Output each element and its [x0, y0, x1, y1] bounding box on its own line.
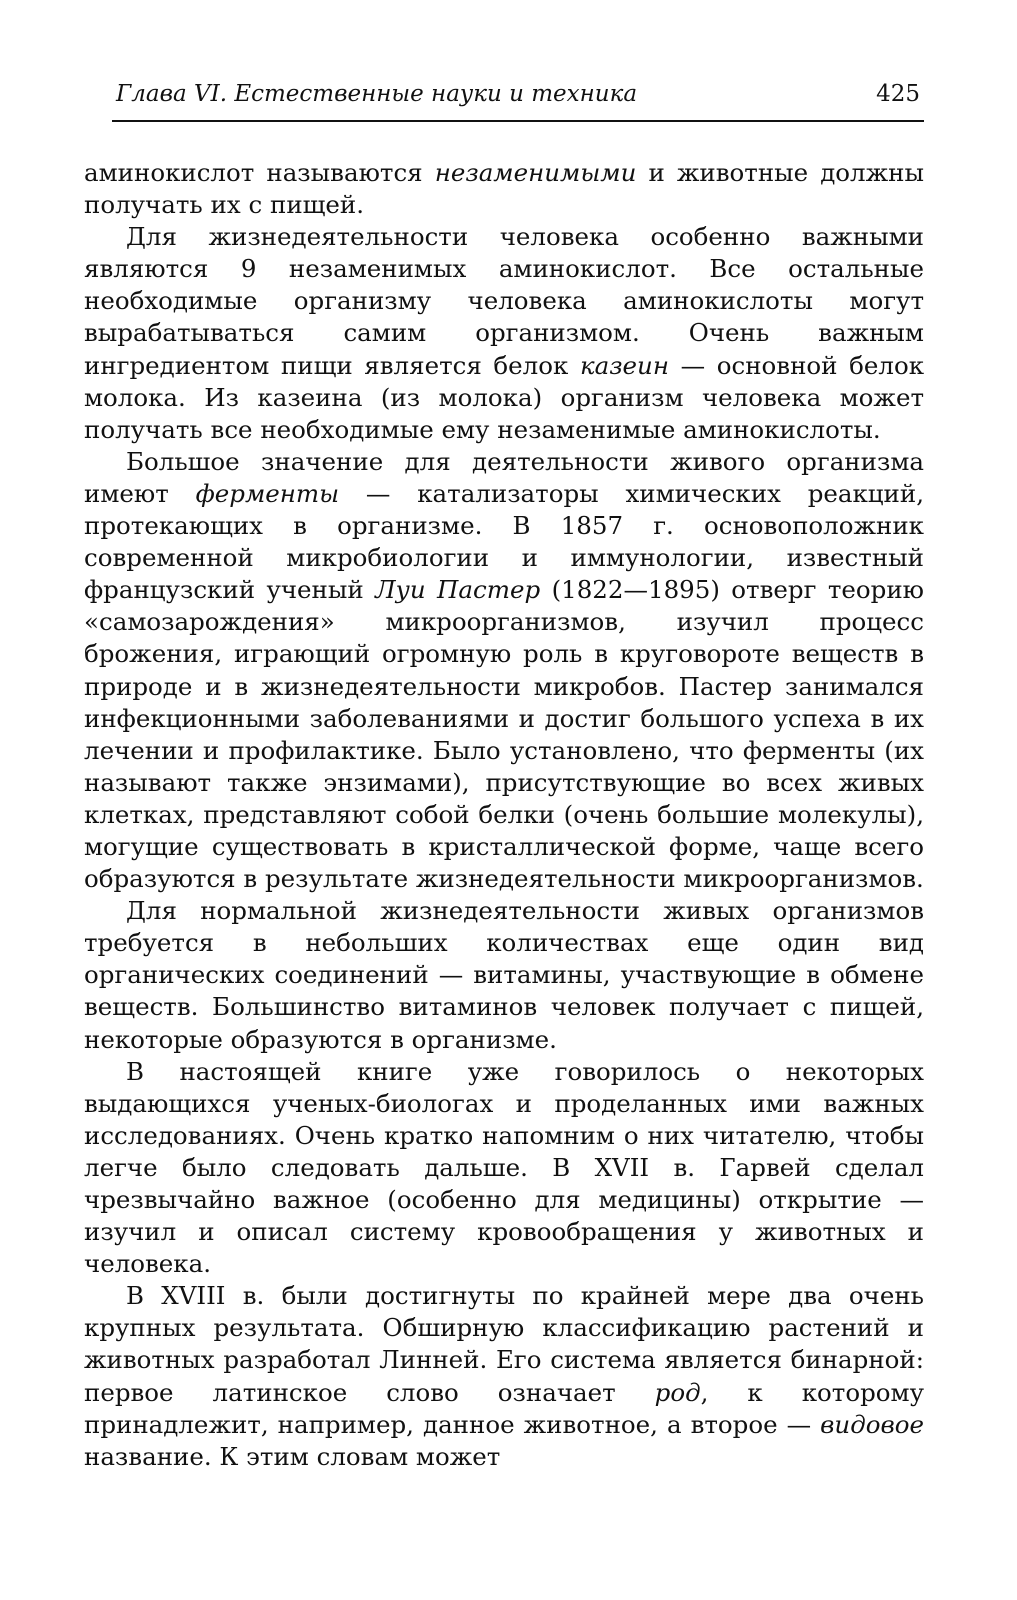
term-species: видовое: [820, 1409, 924, 1439]
term-enzymes: ферменты: [195, 478, 340, 508]
paragraph-1: аминокислот называются незаменимыми и животные должны получать их с пищей.: [84, 158, 924, 220]
chapter-title: Глава VI. Естественные науки и техника: [116, 81, 638, 107]
paragraph-2: Для жизнедеятельности человека особенно важными являются 9 незаменимых аминокислот. Все остальные необходимые организму человека аминокислоты могут вырабатываться самим организмом. Очень важным ингредиентом пищи является белок казеин — основной белок молока. Из казеина (из молока) организм человека может получать все необходимые ему незаменимые аминокислоты.: [84, 222, 925, 444]
name-pasteur: Луи Пастер: [375, 575, 541, 605]
running-head: [116, 78, 924, 118]
paragraph-6: В XVIII в. были достигнуты по крайней мере два очень крупных результата. Обширную классификацию растений и животных разработал Линней. Его система является бинарной: первое латинское слово означает род, к которому принадлежит, например, данное животное, а второе — видовое название. К этим словам может: [84, 1281, 924, 1471]
book-page: [84, 0, 924, 1600]
page-number: 425: [876, 81, 920, 107]
term-casein: казеин: [579, 350, 669, 380]
paragraph-3: Большое значение для деятельности живого организма имеют ферменты — катализаторы химических реакций, протекающих в организме. В 1857 г. основоположник современной микробиологии и иммунологии, известный французский ученый Луи Пастер (1822—1895) отверг теорию «самозарождения» микроорганизмов, изучил процесс брожения, играющий огромную роль в круговороте веществ в природе и в жизнедеятельности микробов. Пастер занимался инфекционными заболеваниями и достиг большого успеха в их лечении и профилактике. Было установлено, что ферменты (их называют также энзимами), присутствующие во всех живых клетках, представляют собой белки (очень большие молекулы), могущие существовать в кристаллической форме, чаще всего образуются в результате жизнедеятельности микроорганизмов.: [84, 446, 924, 894]
paragraph-4: Для нормальной жизнедеятельности живых организмов требуется в небольших количествах еще один вид органических соединений — витамины, участвующие в обмене веществ. Большинство витаминов человек получает с пищей, некоторые образуются в организме.: [84, 896, 924, 1054]
term-genus: род: [654, 1377, 701, 1407]
body-text: [84, 157, 924, 1473]
header-rule: [112, 120, 924, 122]
paragraph-5: В настоящей книге уже говорилось о некоторых выдающихся ученых-биологах и проделанных ими важных исследованиях. Очень кратко напомним о них читателю, чтобы легче было следовать дальше. В XVII в. Гарвей сделал чрезвычайно важное (особенно для медицины) открытие — изучил и описал систему кровообращения у животных и человека.: [84, 1056, 924, 1279]
term-nonessential: незаменимыми: [434, 158, 637, 187]
